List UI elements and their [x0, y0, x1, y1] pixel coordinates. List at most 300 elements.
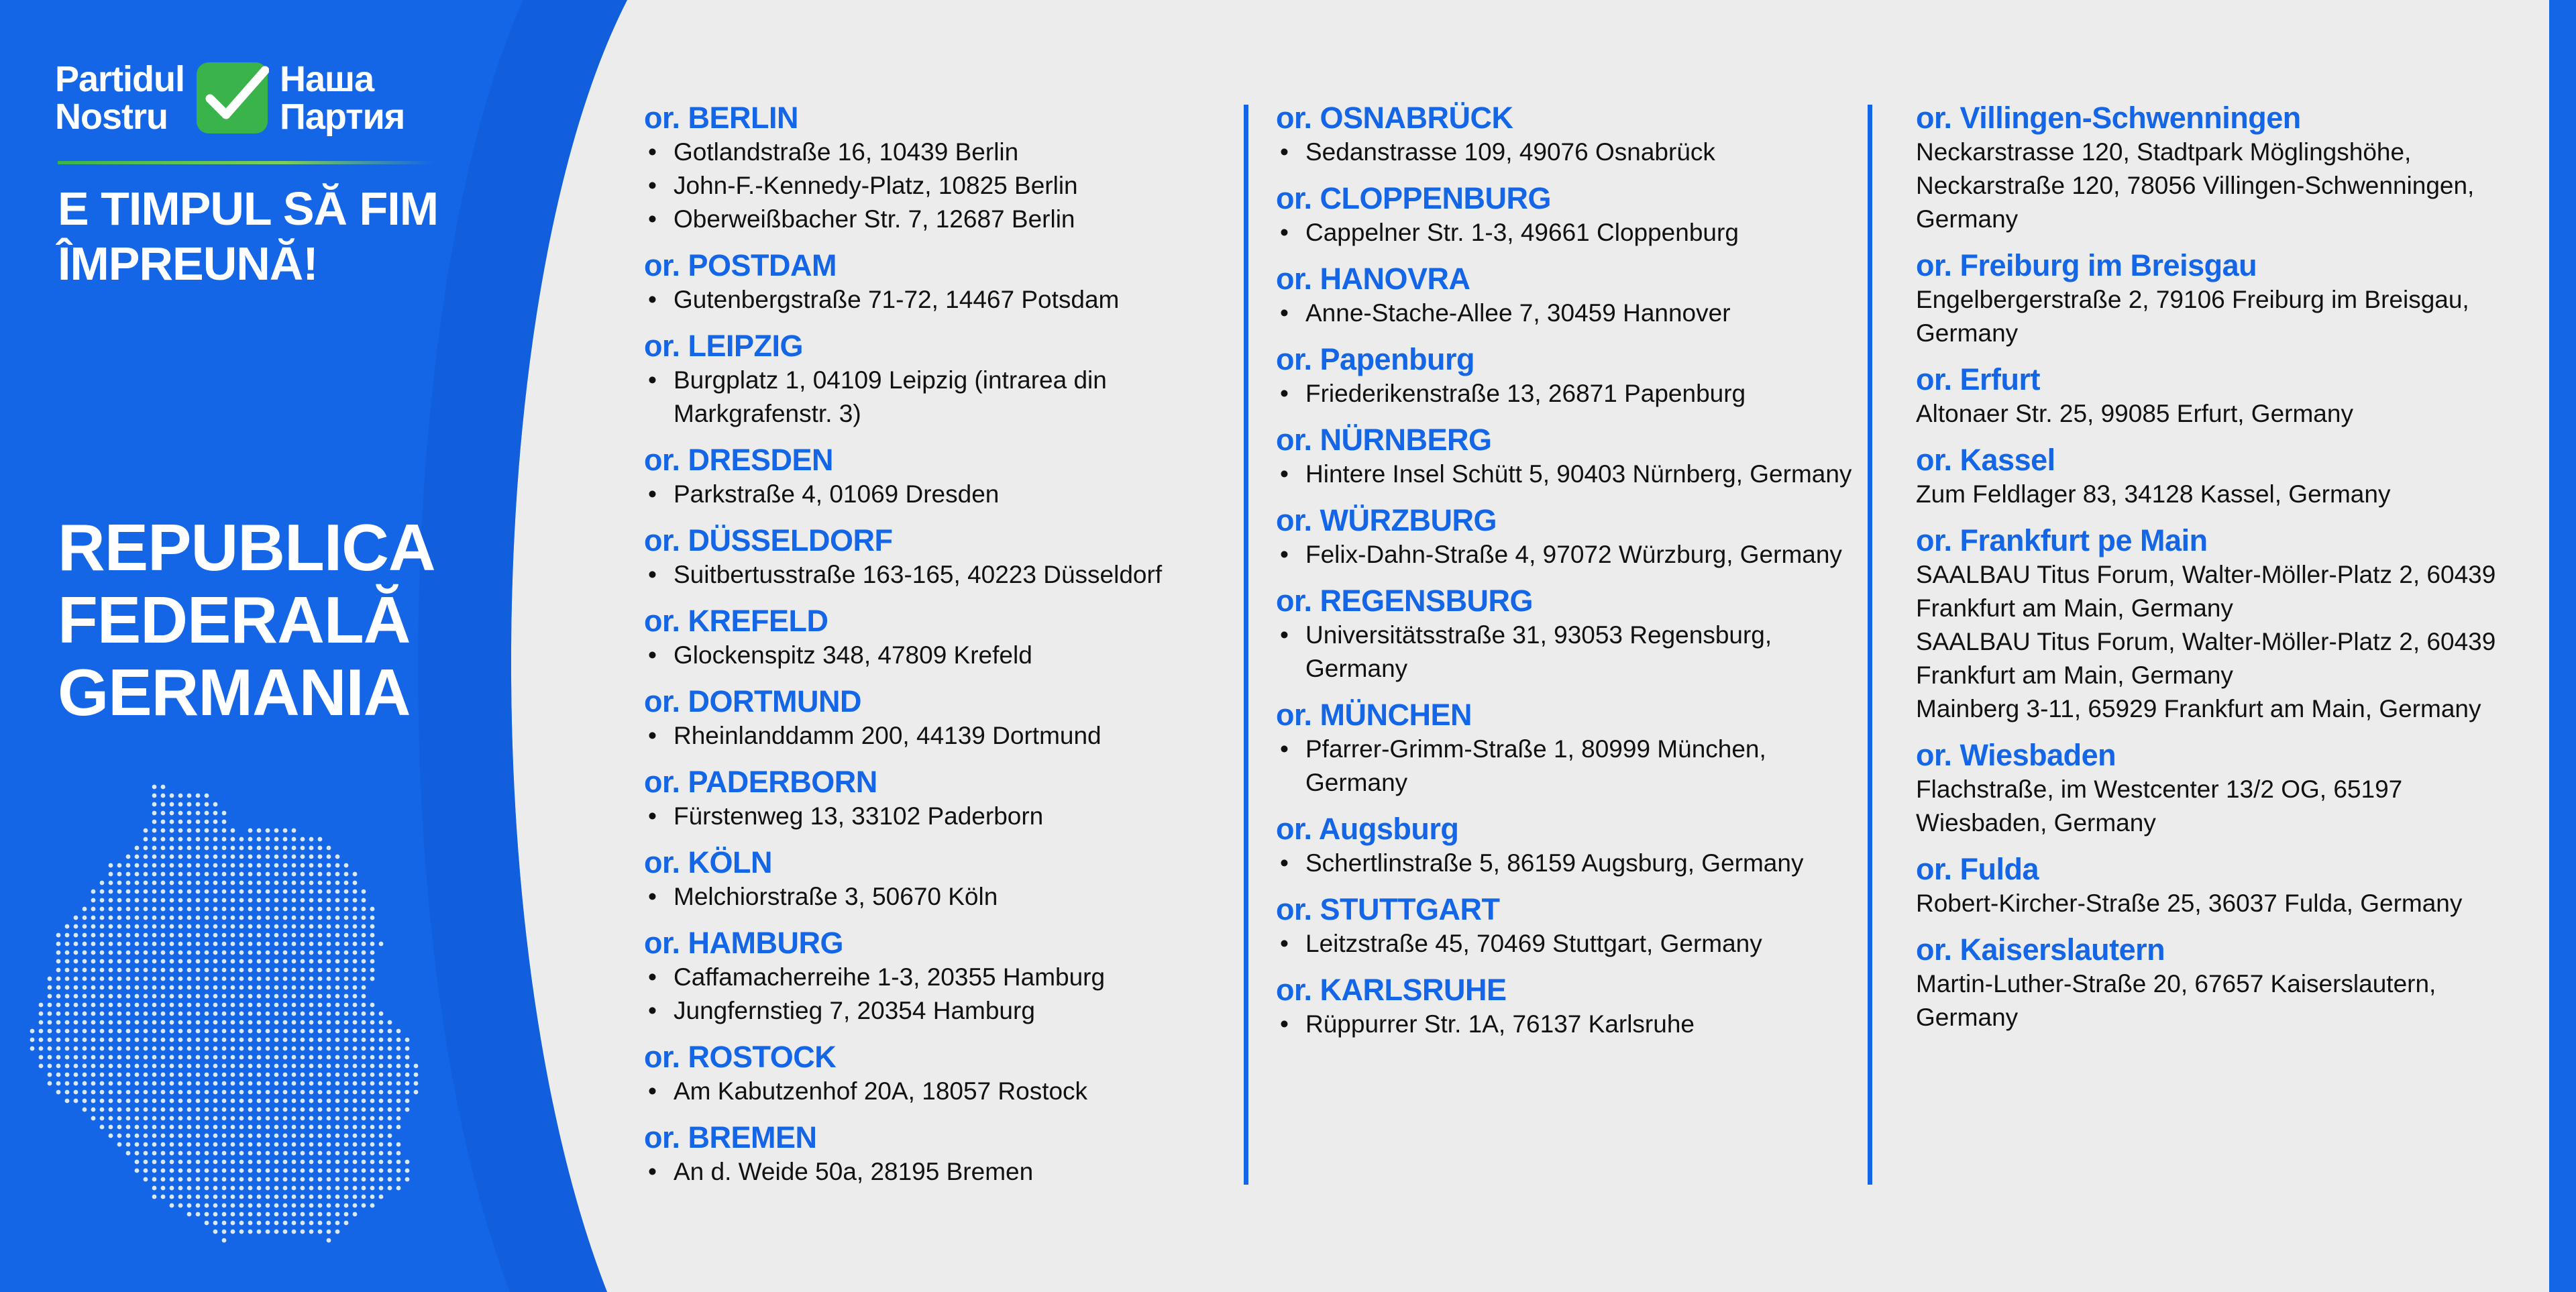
map-dot [362, 1108, 366, 1112]
map-dot [292, 1142, 297, 1147]
map-dot [274, 828, 279, 833]
map-dot [239, 1046, 244, 1051]
map-dot [239, 898, 244, 903]
map-dot [327, 890, 331, 894]
map-dot [274, 890, 279, 894]
map-dot [283, 1029, 288, 1034]
map-dot [117, 1064, 122, 1069]
map-dot [48, 1073, 52, 1077]
map-dot [196, 924, 201, 929]
map-dot [83, 1003, 87, 1008]
map-dot [178, 933, 183, 938]
map-dot [353, 1212, 358, 1217]
map-dot [266, 1055, 270, 1060]
map-dot [239, 863, 244, 868]
map-dot [205, 1003, 209, 1008]
city-block [1276, 973, 1866, 1041]
map-dot [379, 1064, 384, 1069]
map-dot [257, 872, 262, 877]
logo-text-right: Наша Партия [280, 59, 405, 137]
map-dot [396, 1177, 401, 1182]
map-dot [222, 855, 227, 859]
map-dot [396, 1099, 401, 1103]
map-dot [39, 1055, 44, 1060]
map-dot [292, 985, 297, 990]
city-name: or. MÜNCHEN [1276, 698, 1472, 732]
map-dot [152, 1038, 157, 1042]
map-dot [301, 933, 305, 938]
map-dot [283, 1020, 288, 1025]
map-dot [117, 1108, 122, 1112]
map-dot [388, 1177, 392, 1182]
map-dot [292, 1186, 297, 1191]
map-dot [56, 1064, 61, 1069]
right-strip [2549, 0, 2576, 1292]
map-dot [335, 1151, 340, 1156]
map-dot [344, 1221, 349, 1226]
map-dot [239, 951, 244, 955]
map-dot [239, 1073, 244, 1077]
map-dot [335, 898, 340, 903]
map-dot [91, 1108, 96, 1112]
map-dot [370, 977, 375, 981]
map-dot [152, 1090, 157, 1095]
map-dot [318, 924, 323, 929]
map-dot [309, 1055, 314, 1060]
map-dot [301, 1142, 305, 1147]
map-dot [327, 994, 331, 999]
map-dot [274, 872, 279, 877]
map-dot [257, 1125, 262, 1130]
map-dot [83, 968, 87, 973]
map-dot [301, 977, 305, 981]
map-dot [327, 1195, 331, 1199]
map-dot [335, 855, 340, 859]
map-dot [56, 1073, 61, 1077]
map-dot [335, 1125, 340, 1130]
address-line: • Rheinlanddamm 200, 44139 Dortmund [644, 719, 1248, 753]
map-dot [248, 924, 253, 929]
map-dot [370, 1012, 375, 1016]
map-dot [213, 828, 218, 833]
map-dot [318, 1160, 323, 1165]
city-name: or. NÜRNBERG [1276, 423, 1492, 457]
map-dot [318, 898, 323, 903]
map-dot [257, 1134, 262, 1138]
map-dot [274, 924, 279, 929]
map-dot [161, 1151, 166, 1156]
map-dot [239, 1064, 244, 1069]
map-dot [100, 1046, 105, 1051]
map-dot [370, 1055, 375, 1060]
map-dot [309, 959, 314, 964]
map-dot [65, 985, 70, 990]
map-dot [222, 1160, 227, 1165]
map-dot [109, 1090, 113, 1095]
map-dot [327, 855, 331, 859]
map-dot [152, 794, 157, 798]
map-dot [144, 837, 148, 842]
map-dot [301, 1064, 305, 1069]
map-dot [388, 1073, 392, 1077]
map-dot [213, 994, 218, 999]
map-dot [213, 1064, 218, 1069]
map-dot [309, 942, 314, 947]
map-dot [292, 916, 297, 920]
map-dot [257, 1003, 262, 1008]
map-dot [231, 1064, 235, 1069]
map-dot [362, 1151, 366, 1156]
city-block [1276, 342, 1866, 411]
map-dot [144, 1116, 148, 1121]
map-dot [274, 951, 279, 955]
map-dot [213, 1195, 218, 1199]
map-dot [91, 1064, 96, 1069]
map-dot [65, 977, 70, 981]
map-dot [222, 1203, 227, 1208]
logo-underline [58, 161, 433, 164]
map-dot [213, 820, 218, 824]
map-dot [100, 1073, 105, 1077]
map-dot [161, 1064, 166, 1069]
map-dot [222, 1064, 227, 1069]
map-dot [327, 1142, 331, 1147]
map-dot [362, 1116, 366, 1121]
map-dot [152, 872, 157, 877]
address-line: Mainberg 3-11, 65929 Frankfurt am Main, Germany [1916, 695, 2481, 722]
map-dot [318, 1020, 323, 1025]
map-dot [283, 1125, 288, 1130]
map-dot [353, 1081, 358, 1086]
map-dot [318, 1012, 323, 1016]
map-dot [144, 1125, 148, 1130]
map-dot [100, 942, 105, 947]
map-dot [318, 1151, 323, 1156]
map-dot [65, 1003, 70, 1008]
map-dot [222, 985, 227, 990]
map-dot [318, 1230, 323, 1234]
map-dot [248, 846, 253, 851]
map-dot [309, 1064, 314, 1069]
map-dot [327, 1020, 331, 1025]
map-dot [335, 1134, 340, 1138]
map-dot [283, 933, 288, 938]
map-dot [109, 968, 113, 973]
map-dot [283, 1073, 288, 1077]
map-dot [274, 1020, 279, 1025]
map-dot [301, 898, 305, 903]
map-dot [170, 1046, 174, 1051]
address-line: Flachstraße, im Westcenter 13/2 OG, 65197 Wiesbaden, Germany [1916, 775, 2403, 837]
map-dot [144, 942, 148, 947]
map-dot [152, 1073, 157, 1077]
map-dot [362, 1169, 366, 1173]
map-dot [283, 1160, 288, 1165]
map-dot [205, 994, 209, 999]
map-dot [161, 1055, 166, 1060]
map-dot [344, 1081, 349, 1086]
map-dot [396, 1125, 401, 1130]
map-dot [362, 924, 366, 929]
map-dot [327, 1003, 331, 1008]
map-dot [205, 1212, 209, 1217]
map-dot [161, 890, 166, 894]
map-dot [196, 794, 201, 798]
map-dot [178, 1038, 183, 1042]
map-dot [292, 1099, 297, 1103]
map-dot [222, 1003, 227, 1008]
map-dot [353, 951, 358, 955]
map-dot [109, 994, 113, 999]
map-dot [257, 933, 262, 938]
map-dot [248, 951, 253, 955]
map-dot [187, 933, 192, 938]
map-dot [266, 890, 270, 894]
map-dot [100, 968, 105, 973]
city-name: or. LEIPZIG [644, 329, 804, 363]
map-dot [161, 872, 166, 877]
map-dot [353, 890, 358, 894]
map-dot [370, 1046, 375, 1051]
city-name: or. BREMEN [644, 1120, 817, 1154]
map-dot [257, 1090, 262, 1095]
map-dot [231, 1169, 235, 1173]
map-dot [309, 1195, 314, 1199]
map-dot [109, 898, 113, 903]
map-dot [135, 1073, 140, 1077]
map-dot [65, 1038, 70, 1042]
map-dot [56, 1012, 61, 1016]
map-dot [170, 1029, 174, 1034]
map-dot [353, 985, 358, 990]
map-dot [239, 1099, 244, 1103]
map-dot [292, 855, 297, 859]
map-dot [187, 898, 192, 903]
map-dot [187, 881, 192, 885]
map-dot [144, 1142, 148, 1147]
map-dot [178, 802, 183, 807]
map-dot [239, 1116, 244, 1121]
map-dot [178, 1177, 183, 1182]
map-dot [318, 1108, 323, 1112]
map-dot [56, 1090, 61, 1095]
map-dot [379, 1090, 384, 1095]
map-dot [318, 1046, 323, 1051]
map-dot [178, 1116, 183, 1121]
map-dot [213, 1221, 218, 1226]
map-dot [231, 1186, 235, 1191]
map-dot [370, 916, 375, 920]
map-dot [100, 924, 105, 929]
map-dot [335, 1142, 340, 1147]
map-dot [283, 1212, 288, 1217]
map-dot [196, 916, 201, 920]
map-dot [222, 1169, 227, 1173]
map-dot [126, 1073, 131, 1077]
map-dot [74, 933, 78, 938]
map-dot [266, 1012, 270, 1016]
map-dot [362, 1160, 366, 1165]
map-dot [196, 1055, 201, 1060]
map-dot [266, 1151, 270, 1156]
map-dot [178, 1169, 183, 1173]
map-dot [231, 1212, 235, 1217]
map-dot [126, 1081, 131, 1086]
map-dot [144, 855, 148, 859]
map-dot [144, 1090, 148, 1095]
map-dot [266, 1230, 270, 1234]
map-dot [196, 1081, 201, 1086]
map-dot [231, 994, 235, 999]
map-dot [318, 872, 323, 877]
map-dot [126, 1099, 131, 1103]
map-dot [335, 1195, 340, 1199]
map-dot [170, 1134, 174, 1138]
map-dot [74, 942, 78, 947]
map-dot [335, 1055, 340, 1060]
map-dot [301, 1195, 305, 1199]
address-line: • Sedanstrasse 109, 49076 Osnabrück [1276, 136, 1866, 169]
map-dot [292, 1029, 297, 1034]
map-dot [117, 1073, 122, 1077]
map-dot [222, 811, 227, 816]
map-dot [231, 916, 235, 920]
map-dot [39, 1029, 44, 1034]
map-dot [161, 1029, 166, 1034]
map-dot [126, 1142, 131, 1147]
map-dot [48, 1038, 52, 1042]
map-dot [292, 837, 297, 842]
map-dot [100, 933, 105, 938]
map-dot [248, 881, 253, 885]
map-dot [344, 1029, 349, 1034]
map-dot [48, 1012, 52, 1016]
map-dot [370, 933, 375, 938]
map-dot [231, 1177, 235, 1182]
map-dot [109, 1125, 113, 1130]
map-dot [178, 916, 183, 920]
map-dot [362, 933, 366, 938]
map-dot [274, 1221, 279, 1226]
map-dot [257, 1108, 262, 1112]
map-dot [187, 1116, 192, 1121]
map-dot [362, 1012, 366, 1016]
map-dot [274, 1230, 279, 1234]
map-dot [266, 1134, 270, 1138]
map-dot [309, 1186, 314, 1191]
city-block [644, 684, 1248, 753]
map-dot [135, 968, 140, 973]
map-dot [196, 959, 201, 964]
map-dot [205, 1134, 209, 1138]
map-dot [239, 1221, 244, 1226]
map-dot [170, 1020, 174, 1025]
map-dot [100, 1090, 105, 1095]
map-dot [170, 907, 174, 912]
map-dot [178, 1142, 183, 1147]
map-dot [65, 1081, 70, 1086]
map-dot [178, 985, 183, 990]
map-dot [283, 1177, 288, 1182]
map-dot [274, 1038, 279, 1042]
map-dot [266, 1221, 270, 1226]
map-dot [388, 1090, 392, 1095]
map-dot [109, 863, 113, 868]
map-dot [222, 846, 227, 851]
map-dot [213, 1055, 218, 1060]
address-line: • Suitbertusstraße 163-165, 40223 Düsseldorf [644, 558, 1248, 592]
map-dot [248, 977, 253, 981]
map-dot [222, 916, 227, 920]
map-dot [248, 1221, 253, 1226]
map-dot [152, 881, 157, 885]
map-dot [379, 1134, 384, 1138]
address-line: • Felix-Dahn-Straße 4, 97072 Würzburg, Germany [1276, 538, 1866, 572]
city-column-1 [644, 101, 1248, 1201]
map-dot [178, 1108, 183, 1112]
map-dot [83, 1020, 87, 1025]
map-dot [109, 1003, 113, 1008]
map-dot [292, 1090, 297, 1095]
city-name: or. REGENSBURG [1276, 584, 1534, 618]
map-dot [318, 1064, 323, 1069]
map-dot [187, 1099, 192, 1103]
map-dot [152, 977, 157, 981]
map-dot [178, 855, 183, 859]
map-dot [161, 898, 166, 903]
city-block [1276, 503, 1866, 572]
map-dot [213, 872, 218, 877]
map-dot [152, 994, 157, 999]
map-dot [170, 994, 174, 999]
map-dot [117, 951, 122, 955]
city-block [644, 101, 1248, 236]
map-dot [56, 994, 61, 999]
map-dot [283, 1134, 288, 1138]
map-dot [274, 1099, 279, 1103]
map-dot [257, 942, 262, 947]
map-dot [327, 907, 331, 912]
map-dot [144, 881, 148, 885]
map-dot [388, 1142, 392, 1147]
map-dot [370, 959, 375, 964]
map-dot [335, 881, 340, 885]
map-dot [309, 1020, 314, 1025]
map-dot [318, 1003, 323, 1008]
map-dot [161, 811, 166, 816]
map-dot [335, 872, 340, 877]
map-dot [370, 1064, 375, 1069]
map-dot [301, 1108, 305, 1112]
map-dot [109, 1081, 113, 1086]
city-block [644, 1120, 1248, 1189]
map-dot [135, 916, 140, 920]
map-dot [74, 1055, 78, 1060]
map-dot [135, 1099, 140, 1103]
map-dot [91, 898, 96, 903]
map-dot [327, 1169, 331, 1173]
map-dot [274, 1046, 279, 1051]
map-dot [109, 933, 113, 938]
map-dot [248, 1203, 253, 1208]
map-dot [170, 1081, 174, 1086]
map-dot [266, 1142, 270, 1147]
map-dot [196, 1099, 201, 1103]
map-dot [327, 1151, 331, 1156]
map-dot [161, 907, 166, 912]
map-dot [274, 1151, 279, 1156]
map-dot [126, 1029, 131, 1034]
